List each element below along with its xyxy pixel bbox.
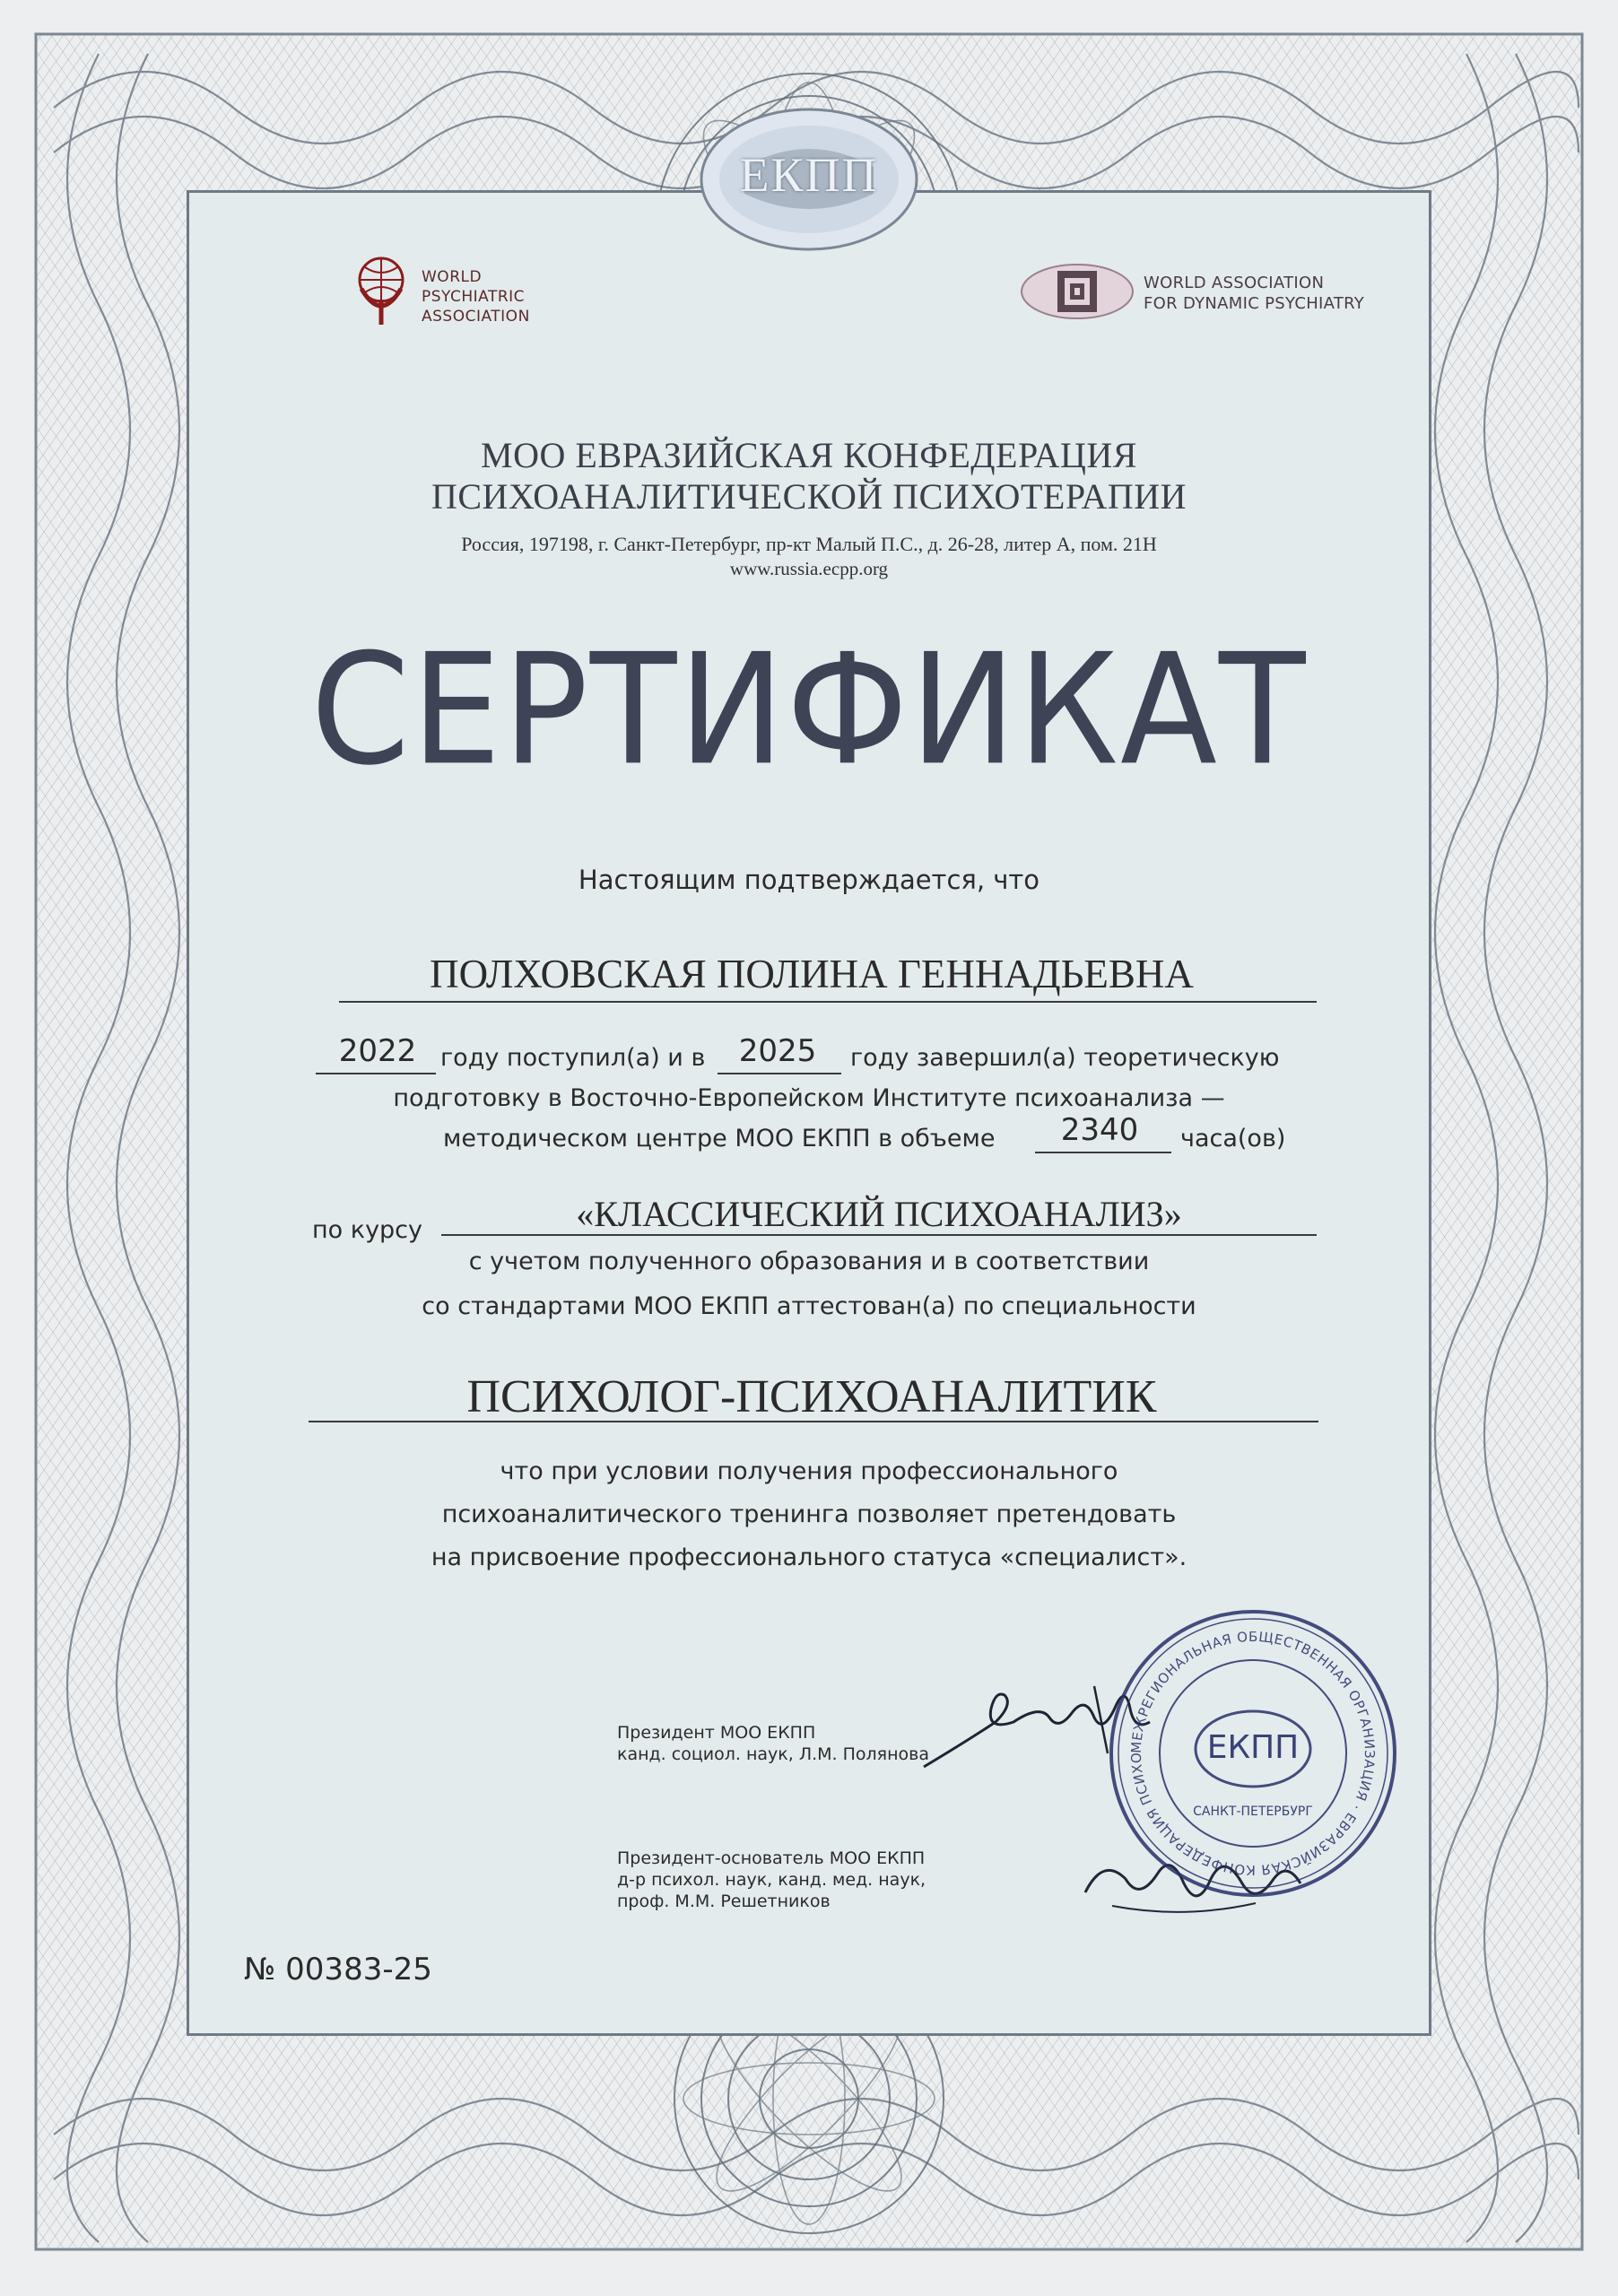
founder-line-1: Президент-основатель МОО ЕКПП — [617, 1848, 926, 1868]
note-line-1: что при условии получения профессионального — [500, 1457, 1118, 1485]
ecpp-medal — [682, 90, 936, 273]
course-underline — [441, 1234, 1317, 1236]
note-line-2: психоаналитического тренинга позволяет претендовать — [441, 1500, 1177, 1528]
hours-underline — [1035, 1152, 1171, 1153]
attest-line-1: с учетом полученного образования и в соответствии — [468, 1248, 1150, 1275]
certificate-number: № 00383-25 — [244, 1952, 432, 1987]
stamp-center: ЕКПП — [1206, 1729, 1300, 1766]
holder-name: ПОЛХОВСКАЯ ПОЛИНА ГЕННАДЬЕВНА — [430, 952, 1194, 996]
president-line-1: Президент МОО ЕКПП — [617, 1723, 816, 1743]
stamp-ring-text: МЕЖРЕГИОНАЛЬНАЯ ОБЩЕСТВЕННАЯ ОРГАНИЗАЦИЯ · ЕВРАЗИЙСКАЯ КОНФЕДЕРАЦИЯ ПСИХО — [1127, 1628, 1379, 1879]
specialty-underline — [309, 1421, 1318, 1422]
text-after-end: году завершил(а) теоретическую — [850, 1044, 1280, 1072]
wadp-emblem-icon — [1018, 260, 1136, 323]
wpa-logo — [345, 253, 530, 332]
wpa-line-2: PSYCHIATRIC — [422, 288, 526, 306]
wpa-line-3: ASSOCIATION — [422, 308, 530, 326]
year-end-underline — [718, 1073, 841, 1074]
president-line-2: канд. социол. наук, Л.М. Полянова — [617, 1744, 929, 1764]
intro-text: Настоящим подтверждается, что — [578, 865, 1040, 895]
wpa-line-1: WORLD — [422, 268, 483, 286]
specialty: ПСИХОЛОГ-ПСИХОАНАЛИТИК — [466, 1371, 1157, 1422]
founder-line-2: д-р психол. наук, канд. мед. наук, — [617, 1870, 926, 1890]
hours-value: 2340 — [1060, 1112, 1139, 1148]
note-line-3: на присвоение профессионального статуса «специалист». — [431, 1544, 1187, 1571]
text-after-start: году поступил(а) и в — [440, 1044, 706, 1072]
wpa-name — [422, 267, 619, 326]
founder-line-3: проф. М.М. Решетников — [617, 1892, 831, 1911]
hours-unit: часа(ов) — [1180, 1125, 1286, 1152]
course-prefix: по курсу — [312, 1216, 423, 1244]
line-2: подготовку в Восточно-Европейском Институте психоанализа — — [393, 1084, 1225, 1112]
attest-line-2: со стандартами МОО ЕКПП аттестован(а) по специальности — [422, 1292, 1196, 1320]
year-start-underline — [316, 1073, 436, 1074]
org-address: Россия, 197198, г. Санкт-Петербург, пр-кт Малый П.С., д. 26-28, литер А, пом. 21Н — [461, 533, 1157, 555]
certificate-title: СЕРТИФИКАТ — [310, 621, 1308, 800]
wadp-name — [1144, 273, 1466, 314]
stamp-city: САНКТ-ПЕТЕРБУРГ — [1193, 1805, 1313, 1819]
medal-label: ЕКПП — [739, 148, 879, 202]
org-name-line-2: ПСИХОАНАЛИТИЧЕСКОЙ ПСИХОТЕРАПИИ — [431, 476, 1187, 517]
wpa-emblem-icon — [345, 253, 417, 328]
year-end: 2025 — [738, 1033, 817, 1069]
hours-prefix: методическом центре МОО ЕКПП в объеме — [443, 1125, 996, 1152]
wadp-logo — [1018, 260, 1365, 326]
organization-stamp — [1105, 1605, 1401, 1901]
holder-name-underline — [339, 1001, 1317, 1003]
wadp-line-1: WORLD ASSOCIATION — [1144, 274, 1325, 292]
wadp-line-2: FOR DYNAMIC PSYCHIATRY — [1144, 294, 1365, 313]
course-name: «КЛАССИЧЕСКИЙ ПСИХОАНАЛИЗ» — [576, 1194, 1182, 1234]
org-website: www.russia.ecpp.org — [729, 558, 889, 579]
president-block — [617, 1722, 929, 1765]
org-name-line-1: МОО ЕВРАЗИЙСКАЯ КОНФЕДЕРАЦИЯ — [481, 435, 1137, 475]
year-start: 2022 — [338, 1033, 417, 1069]
founder-block — [617, 1848, 926, 1912]
